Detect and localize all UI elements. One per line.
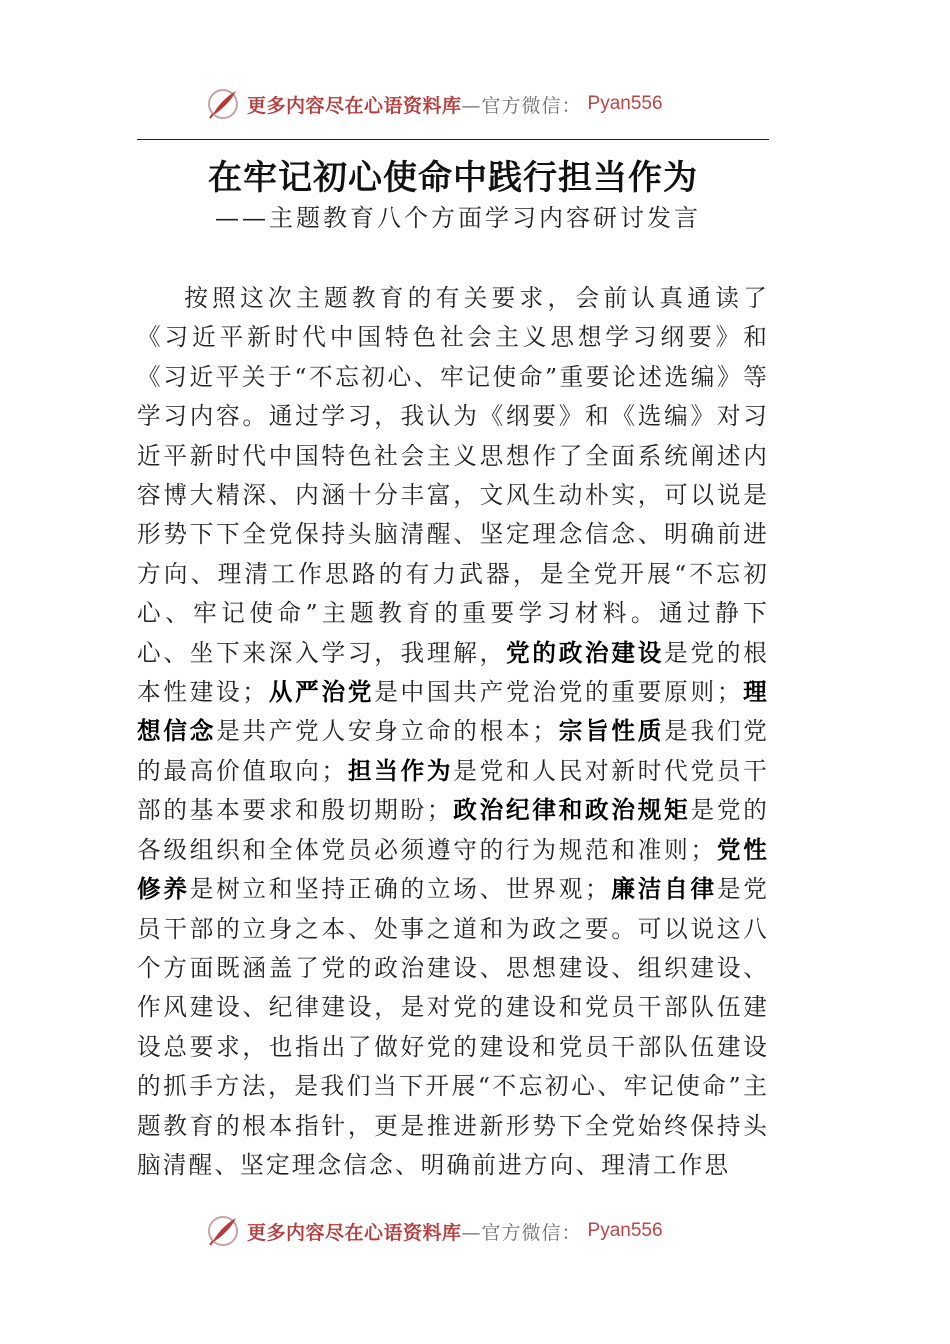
paragraph-text: 是我们党的最高价值取向； xyxy=(137,717,769,785)
bold-keyword: 党的政治建设 xyxy=(505,638,665,667)
watermark-contact-label: —官方微信： xyxy=(461,94,582,117)
bold-keyword: 担当作为 xyxy=(347,756,454,785)
paragraph-text: 是中国共产党治党的重要原则； xyxy=(374,678,743,707)
paragraph-text: 是党的各级组织和全体党员必须遵守的行为规范和准则； xyxy=(137,796,769,864)
paragraph-text: 是党的根本性建设； xyxy=(137,638,769,707)
bold-keyword: 政治纪律和政治规矩 xyxy=(452,796,691,825)
header-divider xyxy=(137,139,769,140)
quill-pen-logo-icon xyxy=(205,86,241,122)
paragraph-text: 是共产党人安身立命的根本； xyxy=(216,717,559,746)
bold-keyword: 党性修养 xyxy=(137,835,769,904)
footer-watermark xyxy=(205,1211,745,1251)
paragraph-text: 按照这次主题教育的有关要求，会前认真通读了《习近平新时代中国特色社会主义思想学习纲要》和《习近平关于“不忘初心、牢记使命”重要论述选编》等学习内容。通过学习，我认为《纲要》和《选编》对习近平新时代中国特色社会主义思想作了全面系统阐述内容博大精深、内涵十分丰富，文风生动朴实，可以说是形势下下全党保持头脑清醒、坚定理念信念、明确前进方向、理清工作思路的有力武器，是全党开展“不忘初心、牢记使命”主题教育的重要学习材料。通过静下心、坐下来深入学习，我理解， xyxy=(137,284,769,667)
paragraph-text: 是党员干部的立身之本、处事之道和为政之要。可以说这八个方面既涵盖了党的政治建设、思想建设、组织建设、作风建设、纪律建设，是对党的建设和党员干部队伍建设总要求，也指出了做好党的建设和党员干部队伍建设的抓手方法，是我们当下开展“不忘初心、牢记使命”主题教育的根本指针，更是推进新形势下全党始终保持头脑清醒、坚定理念信念、明确前进方向、理清工作思 xyxy=(137,875,769,1179)
quill-pen-logo-icon xyxy=(205,1213,241,1249)
bold-keyword: 廉洁自律 xyxy=(610,875,717,904)
watermark-slogan: 更多内容尽在心语资料库 xyxy=(247,94,462,117)
watermark-slogan: 更多内容尽在心语资料库 xyxy=(247,1221,462,1244)
bold-keyword: 宗旨性质 xyxy=(558,717,665,746)
watermark-wechat-id: Pyan556 xyxy=(587,1220,663,1241)
document-subtitle: ——主题教育八个方面学习内容研讨发言 xyxy=(215,204,701,232)
bold-keyword: 理想信念 xyxy=(137,678,769,746)
body-paragraph xyxy=(137,279,769,1185)
paragraph-text: 是党和人民对新时代党员干部的基本要求和殷切期盼； xyxy=(137,756,769,825)
paragraph-text: 是树立和坚持正确的立场、世界观； xyxy=(189,875,611,904)
header-watermark xyxy=(205,84,745,124)
watermark-contact-label: —官方微信： xyxy=(461,1221,582,1244)
watermark-wechat-id: Pyan556 xyxy=(587,93,663,114)
bold-keyword: 从严治党 xyxy=(268,678,375,707)
document-title: 在牢记初心使命中践行担当作为 xyxy=(208,158,698,198)
